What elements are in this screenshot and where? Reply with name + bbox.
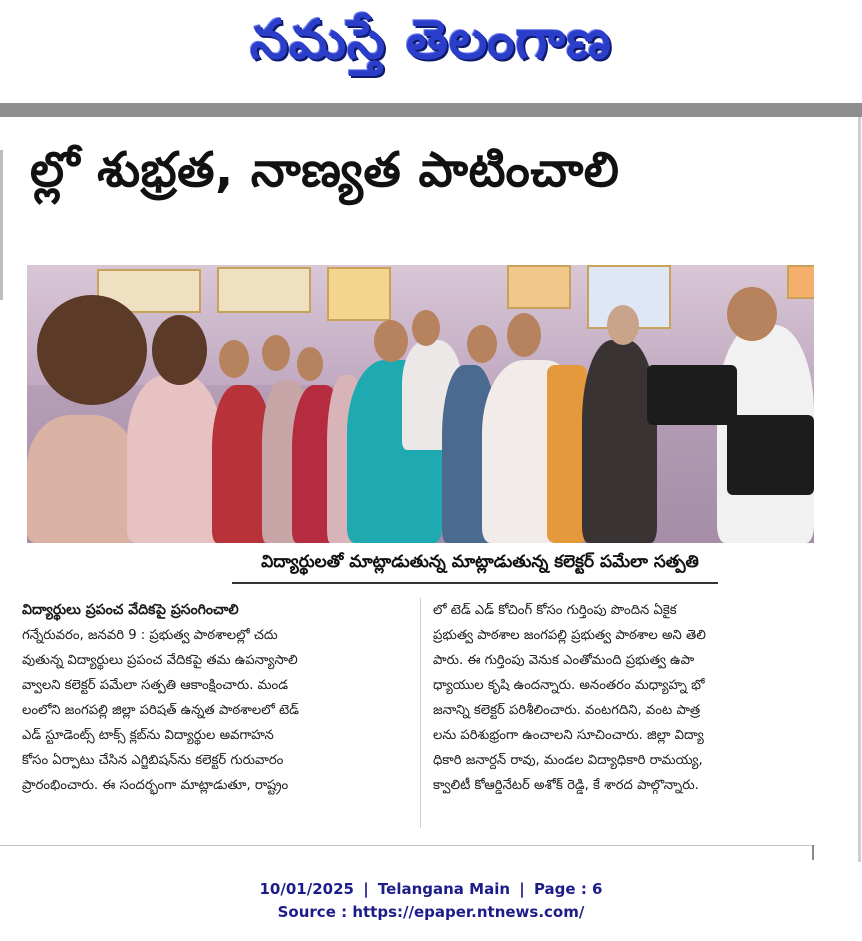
article-column-left [22, 598, 412, 798]
column-edge-rule [858, 117, 861, 862]
article-line: వ్వాలని కలెక్టర్‌ పమేలా సత్పతి ఆకాంక్షించారు. మండ [22, 678, 288, 693]
article-photo [27, 265, 814, 543]
article-line: జనాన్ని కలెక్టర్‌ పరిశీలించారు. వంటగదిని, వంట పాత్ర [433, 703, 701, 718]
wall-poster [217, 267, 311, 313]
student-face [262, 335, 290, 371]
footer-separator: | [363, 880, 369, 898]
article-line: లను పరిశుభ్రంగా ఉంచాలని సూచించారు. జిల్లా విద్యా [433, 728, 704, 743]
footer-separator: | [519, 880, 525, 898]
official-face [607, 305, 639, 345]
footer-edition: Telangana Main [377, 880, 511, 898]
clipping-corner-mark [812, 845, 814, 860]
article-line: పారు. ఈ గుర్తింపు వెనుక ఎంతోమంది ప్రభుత్వ ఉపా [433, 653, 695, 668]
masthead-divider [0, 103, 862, 117]
student-figure [27, 415, 137, 543]
footer-meta-line [0, 878, 862, 901]
clipping-bottom-rule [0, 845, 815, 846]
student-face [297, 347, 323, 381]
teacher-face [467, 325, 497, 363]
video-camera [727, 415, 814, 495]
student-head [152, 315, 207, 385]
student-figure [127, 375, 222, 543]
article-line: వుతున్న విద్యార్థులు ప్రపంచ వేదికపై తమ ఉపన్యాసాలి [22, 653, 298, 668]
official-figure [582, 340, 657, 543]
wall-poster [327, 267, 391, 321]
newspaper-logo: నమస్తే తెలంగాణ [250, 7, 612, 71]
article-line: గన్నేరువరం, జనవరి 9 : ప్రభుత్వ పాఠశాలల్లో చదు [22, 628, 278, 643]
article-subhead: విద్యార్థులు ప్రపంచ వేదికపై ప్రసంగించాలి [22, 602, 239, 618]
video-camera [647, 365, 737, 425]
collector-face [507, 313, 541, 357]
article-column-right [433, 598, 817, 798]
headline-left-rule [0, 150, 3, 300]
wall-poster [787, 265, 814, 299]
wall-poster [507, 265, 571, 309]
footer-date: 10/01/2025 [259, 880, 354, 898]
article-line: క్వాలిటీ కోఆర్డినేటర్‌ అశోక్‌ రెడ్డి, కే శారద పాల్గొన్నారు. [433, 778, 699, 793]
article-line: లంలోని జంగపల్లి జిల్లా పరిషత్‌ ఉన్నత పాఠశాలలో టెడ్‌ [22, 703, 299, 718]
article-line: ఎడ్‌ స్టూడెంట్స్‌ టాక్స్‌ క్లబ్‌ను విద్యార్థుల అవగాహన [22, 728, 274, 743]
clipping-footer [0, 878, 862, 924]
caption-underline [232, 582, 718, 584]
article-headline: ల్లో శుభ్రత, నాణ్యత పాటించాలి [30, 142, 620, 198]
student-face [219, 340, 249, 378]
dupatta [547, 365, 587, 543]
official-face [412, 310, 440, 346]
column-divider [420, 598, 421, 828]
teacher-face [374, 320, 408, 362]
article-line: ధ్యాయుల కృషి ఉందన్నారు. అనంతరం మధ్యాహ్న భో [433, 678, 705, 693]
article-line: కోసం ఏర్పాటు చేసిన ఎగ్జిబిషన్‌ను కలెక్టర్‌ గురువారం [22, 753, 284, 768]
photo-caption: విద్యార్థులతో మాట్లాడుతున్న మాట్లాడుతున్న కలెక్టర్‌ పమేలా సత్పతి [261, 552, 699, 572]
footer-source[interactable]: Source : https://epaper.ntnews.com/ [277, 903, 585, 921]
footer-page: Page : 6 [533, 880, 603, 898]
article-line: ప్రభుత్వ పాఠశాల జంగపల్లి ప్రభుత్వ పాఠశాల అని తెలి [433, 628, 706, 643]
cameraman-face [727, 287, 777, 341]
article-line: ప్రారంభించారు. ఈ సందర్భంగా మాట్లాడుతూ, రాష్ట్రం [22, 778, 289, 793]
masthead [0, 0, 862, 100]
article-line: ధికారి జనార్దన్‌ రావు, మండల విద్యాధికారి రామయ్య, [433, 753, 703, 768]
article-line: లో టెడ్‌ ఎడ్‌ కోచింగ్‌ కోసం గుర్తింపు పొందిన ఏకైక [433, 603, 677, 618]
student-head [37, 295, 147, 405]
